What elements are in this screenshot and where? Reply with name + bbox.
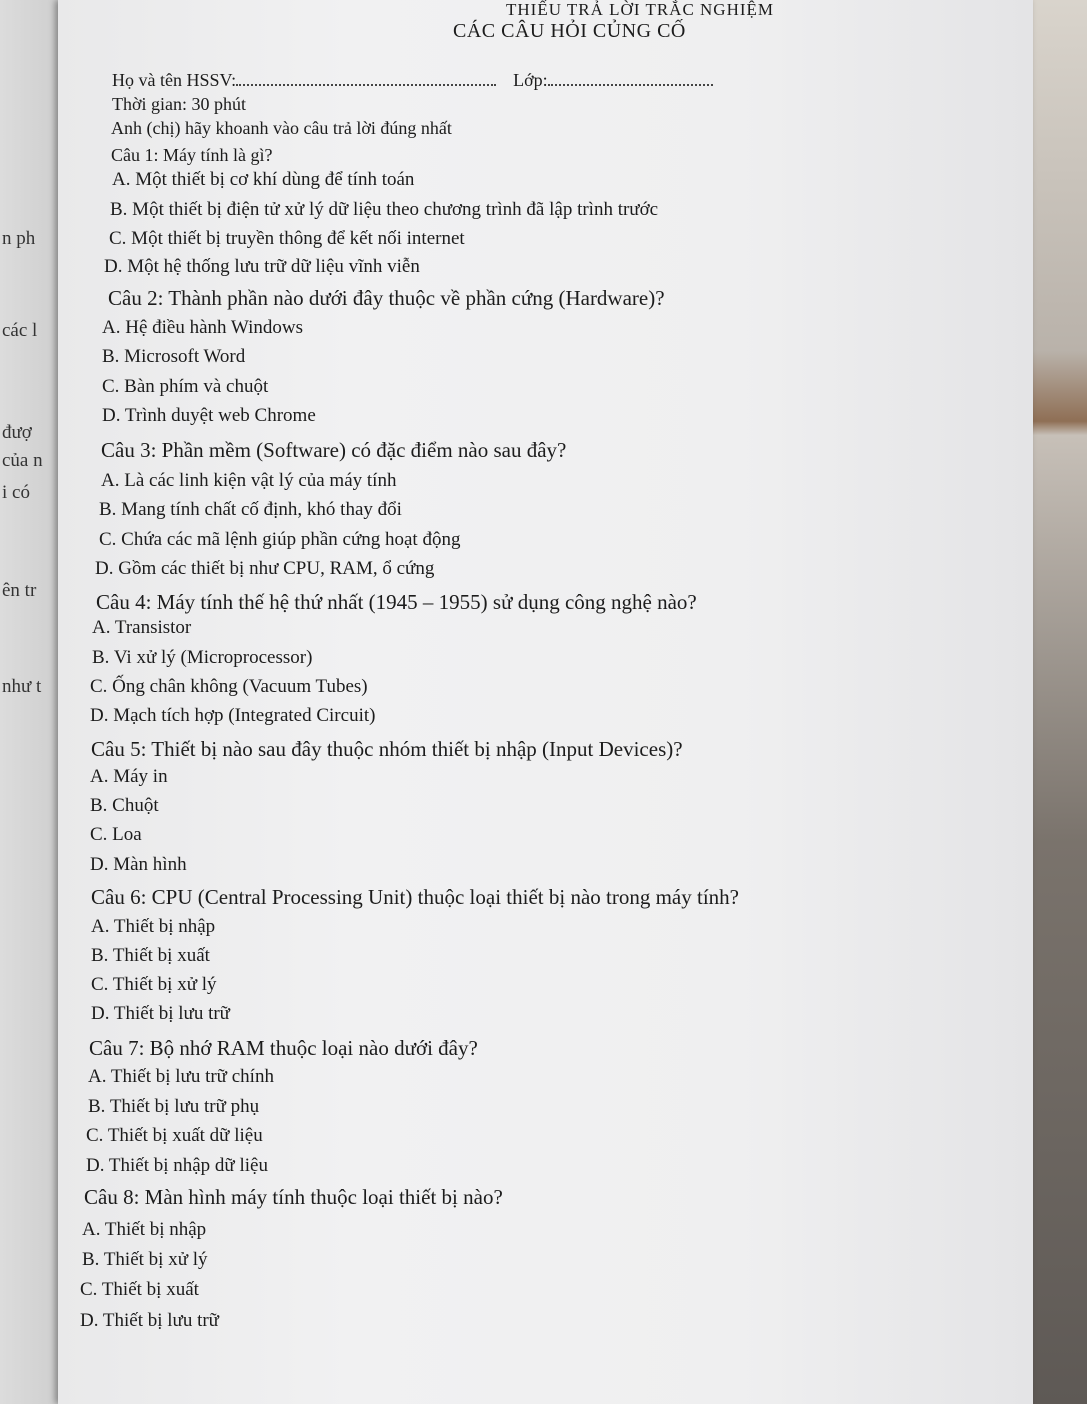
q8-option-b[interactable]: B. Thiết bị xử lý: [82, 1249, 208, 1270]
question-2: Câu 2: Thành phần nào dưới đây thuộc về phần cứng (Hardware)?: [108, 286, 665, 310]
q2-option-a[interactable]: A. Hệ điều hành Windows: [102, 317, 303, 338]
q5-option-b[interactable]: B. Chuột: [90, 795, 159, 816]
q8-option-c[interactable]: C. Thiết bị xuất: [80, 1279, 199, 1300]
q7-option-c[interactable]: C. Thiết bị xuất dữ liệu: [86, 1125, 263, 1146]
q8-option-d[interactable]: D. Thiết bị lưu trữ: [80, 1310, 219, 1331]
left-page-fragment: đượ: [2, 422, 32, 443]
q2-option-d[interactable]: D. Trình duyệt web Chrome: [102, 405, 316, 426]
q4-option-c[interactable]: C. Ống chân không (Vacuum Tubes): [90, 676, 368, 697]
q4-option-a[interactable]: A. Transistor: [92, 617, 192, 638]
q2-option-c[interactable]: C. Bàn phím và chuột: [102, 376, 269, 397]
left-page-fragment: i có: [2, 482, 30, 503]
q1-option-d[interactable]: D. Một hệ thống lưu trữ dữ liệu vĩnh viễn: [104, 256, 420, 277]
q8-option-a[interactable]: A. Thiết bị nhập: [82, 1219, 207, 1240]
question-4: Câu 4: Máy tính thế hệ thứ nhất (1945 – 1955) sử dụng công nghệ nào?: [96, 590, 697, 614]
q5-option-d[interactable]: D. Màn hình: [90, 854, 187, 875]
class-label: Lớp:: [513, 70, 548, 90]
question-8: Câu 8: Màn hình máy tính thuộc loại thiết bị nào?: [84, 1185, 503, 1209]
q6-option-d[interactable]: D. Thiết bị lưu trữ: [91, 1003, 230, 1024]
q3-option-d[interactable]: D. Gồm các thiết bị như CPU, RAM, ổ cứng: [95, 558, 435, 579]
q3-option-a[interactable]: A. Là các linh kiện vật lý của máy tính: [101, 470, 397, 491]
q6-option-a[interactable]: A. Thiết bị nhập: [91, 916, 216, 937]
question-3: Câu 3: Phần mềm (Software) có đặc điểm nào sau đây?: [101, 438, 567, 462]
q4-option-b[interactable]: B. Vi xử lý (Microprocessor): [92, 647, 313, 668]
left-page-fragment: ên tr: [2, 580, 37, 601]
left-page-fragment: như t: [2, 676, 42, 697]
q7-option-b[interactable]: B. Thiết bị lưu trữ phụ: [88, 1096, 260, 1117]
question-1: Câu 1: Máy tính là gì?: [111, 145, 273, 165]
q1-option-a[interactable]: A. Một thiết bị cơ khí dùng để tính toán: [112, 169, 415, 190]
question-7: Câu 7: Bộ nhớ RAM thuộc loại nào dưới đây?: [89, 1036, 478, 1060]
q6-option-c[interactable]: C. Thiết bị xử lý: [91, 974, 217, 995]
left-page-fragment: của n: [2, 450, 43, 471]
q5-option-c[interactable]: C. Loa: [90, 824, 142, 845]
name-row: [112, 70, 713, 91]
q7-option-d[interactable]: D. Thiết bị nhập dữ liệu: [86, 1155, 268, 1176]
q3-option-b[interactable]: B. Mang tính chất cố định, khó thay đổi: [99, 499, 402, 520]
question-6: Câu 6: CPU (Central Processing Unit) thuộc loại thiết bị nào trong máy tính?: [91, 885, 739, 909]
sheet-title: THIẾU TRẢ LỜI TRẮC NGHIỆM: [506, 0, 775, 19]
q1-option-c[interactable]: C. Một thiết bị truyền thông để kết nối internet: [109, 228, 465, 249]
q2-option-b[interactable]: B. Microsoft Word: [102, 346, 246, 367]
exam-sheet: [58, 0, 1033, 1404]
q1-option-b[interactable]: B. Một thiết bị điện tử xử lý dữ liệu theo chương trình đã lập trình trước: [110, 199, 659, 220]
q4-option-d[interactable]: D. Mạch tích hợp (Integrated Circuit): [90, 705, 376, 726]
instruction: Anh (chị) hãy khoanh vào câu trả lời đúng nhất: [111, 118, 452, 138]
q6-option-b[interactable]: B. Thiết bị xuất: [91, 945, 210, 966]
time-limit: Thời gian: 30 phút: [112, 94, 247, 114]
q5-option-a[interactable]: A. Máy in: [90, 766, 168, 787]
background-desk: [1033, 0, 1087, 1404]
name-blank[interactable]: [236, 72, 496, 86]
class-blank[interactable]: [548, 72, 713, 86]
adjacent-page-strip: [0, 0, 58, 1404]
q7-option-a[interactable]: A. Thiết bị lưu trữ chính: [88, 1066, 274, 1087]
left-page-fragment: n ph: [2, 228, 36, 249]
left-page-fragment: các l: [2, 320, 38, 341]
name-label: Họ và tên HSSV:: [112, 70, 237, 90]
q3-option-c[interactable]: C. Chứa các mã lệnh giúp phần cứng hoạt động: [99, 529, 461, 550]
question-5: Câu 5: Thiết bị nào sau đây thuộc nhóm thiết bị nhập (Input Devices)?: [91, 737, 683, 761]
sheet-subtitle: CÁC CÂU HỎI CỦNG CỐ: [453, 20, 686, 42]
